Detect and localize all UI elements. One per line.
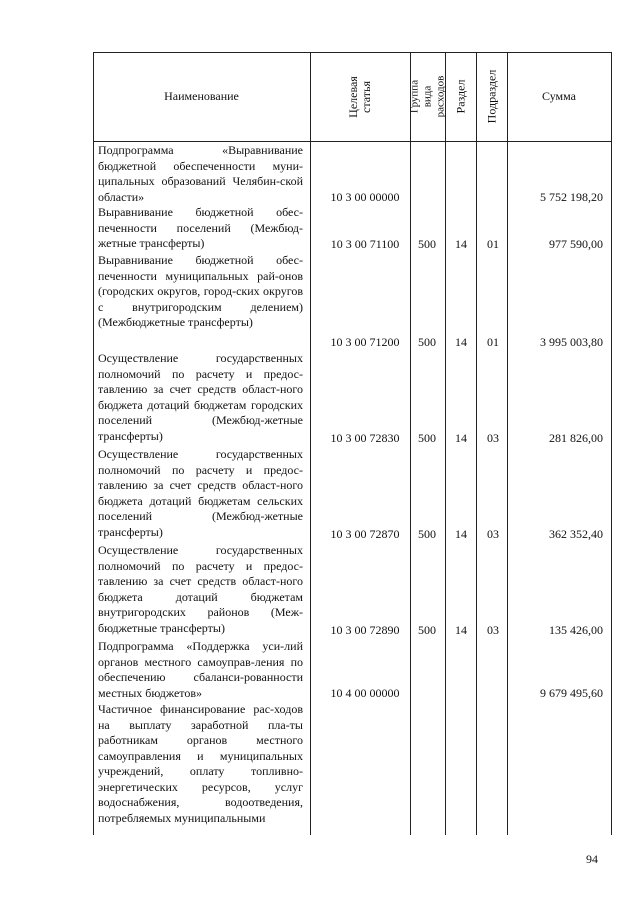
row-1-name: Подпрограмма «Выравнивание бюджетной обеспеченности муни-ципальных образований Челябин-ской области» xyxy=(98,143,303,204)
row-3-section: 14 xyxy=(455,335,467,349)
header-sum-text: Сумма xyxy=(542,89,576,103)
header-sum xyxy=(507,52,611,141)
header-code xyxy=(310,52,410,141)
page-number: 94 xyxy=(586,852,598,866)
row-2-name: Выравнивание бюджетной обес-печенности поселений (Межбюд-жетные трансферты) xyxy=(98,205,303,250)
row-4-section: 14 xyxy=(455,431,467,445)
row-1-code: 10 3 00 00000 xyxy=(330,190,400,204)
row-4-name: Осуществление государственных полномочий по расчету и предос-тавлению за счет средств област-ного бюджета дотаций бюджетам городских поселений (Межбюд-жетные трансферты) xyxy=(98,351,303,443)
row-5-group: 500 xyxy=(418,527,436,541)
row-6-sum: 135 426,00 xyxy=(549,623,603,637)
row-4-code: 10 3 00 72830 xyxy=(330,431,400,445)
row-7-sum: 9 679 495,60 xyxy=(540,686,603,700)
row-5-code: 10 3 00 72870 xyxy=(330,527,400,541)
row-3-sum: 3 995 003,80 xyxy=(540,335,603,349)
row-3-group: 500 xyxy=(418,335,436,349)
row-8-name: Частичное финансирование рас-ходов на выплату заработной пла-ты работникам органов местного самоуправления и муниципальных учреждений, оплату топливно-энергетических ресурсов, услуг водоснабжения, водоотведения, потребляемых муниципальными xyxy=(98,702,303,825)
row-6-name: Осуществление государственных полномочий по расчету и предос-тавлению за счет средств област-ного бюджета дотаций бюджетам внутригородских районов (Меж-бюджетные трансферты) xyxy=(98,543,303,635)
row-4-group: 500 xyxy=(418,431,436,445)
row-7-name: Подпрограмма «Поддержка уси-лий органов местного самоуправ-ления по обеспечению сбаланси-рованности местных бюджетов» xyxy=(98,639,303,700)
row-7-code: 10 4 00 00000 xyxy=(330,686,400,700)
header-section-text: Раздел xyxy=(453,79,468,114)
row-5-section: 14 xyxy=(455,527,467,541)
row-5-name: Осуществление государственных полномочий по расчету и предос-тавлению за счет средств област-ного бюджета дотаций бюджетам сельских поселений (Межбюд-жетные трансферты) xyxy=(98,447,303,539)
budget-table xyxy=(93,52,612,835)
row-1-sum: 5 752 198,20 xyxy=(540,190,603,204)
row-6-group: 500 xyxy=(418,623,436,637)
row-3-subsection: 01 xyxy=(487,335,499,349)
row-2-subsection: 01 xyxy=(487,237,499,251)
row-6-section: 14 xyxy=(455,623,467,637)
row-5-subsection: 03 xyxy=(487,527,499,541)
row-2-group: 500 xyxy=(418,237,436,251)
header-name xyxy=(93,52,310,141)
row-3-name: Выравнивание бюджетной обес-печенности муниципальных рай-онов (городских округов, город-ских округов с внутригородским делением) (Межбюджетные трансферты) xyxy=(98,253,303,329)
row-2-section: 14 xyxy=(455,237,467,251)
header-subsection xyxy=(476,52,507,141)
row-5-sum: 362 352,40 xyxy=(549,527,603,541)
row-4-sum: 281 826,00 xyxy=(549,431,603,445)
row-6-code: 10 3 00 72890 xyxy=(330,623,400,637)
row-2-sum: 977 590,00 xyxy=(549,237,603,251)
header-group-text: Группа вида расходов xyxy=(408,75,447,118)
row-2-code: 10 3 00 71100 xyxy=(330,237,400,251)
header-group xyxy=(410,52,445,141)
header-code-text: Целевая статья xyxy=(346,75,373,118)
row-4-subsection: 03 xyxy=(487,431,499,445)
header-name-text: Наименование xyxy=(164,89,239,103)
header-section xyxy=(445,52,476,141)
row-6-subsection: 03 xyxy=(487,623,499,637)
row-3-code: 10 3 00 71200 xyxy=(330,335,400,349)
header-subsection-text: Подраздел xyxy=(484,69,499,124)
